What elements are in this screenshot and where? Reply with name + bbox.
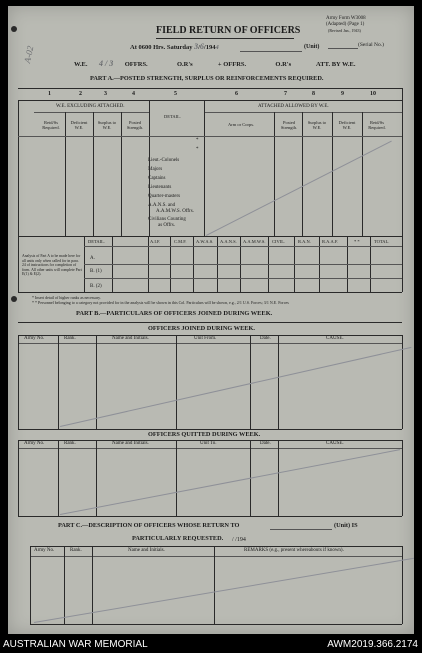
part-c-date: / /194	[232, 537, 246, 543]
cancel-stroke-part-a	[206, 141, 392, 236]
archive-footer	[0, 636, 422, 653]
footer-institution: AUSTRALIAN WAR MEMORIAL	[3, 639, 148, 650]
footnote-2: * * Personnel belonging to a category not provided for in the analysis will be shown in this Col. Particulars will be shown, e.g., 2/1 U.S. Forces; 3/1 N.E. Forces	[32, 300, 289, 305]
serial-no-label: (Serial No.)	[358, 42, 384, 48]
punch-hole-bottom	[11, 296, 17, 302]
punch-hole-top	[11, 26, 17, 32]
document-page: A-02 Army Form W3008 (Adapted) (Page 1) (Revised Jan., 1943) FIELD RETURN OF OFFICERS (Serial No.) At 0600 Hrs. Saturday 3/6/1944 (Unit) W.E. 4 / 3 OFFRS. O.R's + OFFRS. O.R's ATT. BY W.E. PART A.—POSTED STRENGTH, SURPLUS OR REINFORCEMENTS REQUIRED. 1 2 3 4 5 6 7 8 9 10 W.E. EXCLUDING ATTACHED. ATTACHED ALLOWED BY W.E. Retd/Ss Required. Deficient W.E. Surplus to W.E. Posted Strength. DETAIL. Arm or Corps. Posted Strength. Surplus to W.E. Deficient W.E. Retd/Ss Required. Lieut.-Colonels Majors Captains Lieutenants Quarter-masters A.A.N.S. and A.A.M.W.S. Offrs. Civilians Counting as Offrs. * * Analysis of Part A to be made here for all units only when called for in para. 24 of instructions for completion of form. All other units will complete Part E(1) & E(2). DETAIL. A.I.F. C.M.F. A.W.A.S. A.A.N.S. A.A.M.W.S. CIVIL. R.A.N. R.A.A.F. * * TOTAL. A. B. (1) B. (2) * Insert detail of higher ranks as necessary. * * Personnel belonging to a category not provided for in the analysis will be shown in this Col. Particulars will be shown, e.g., 2/1 U.S. Forces; 3/1 N.E. Forces PART B.—PARTICULARS OF OFFICERS JOINED DURING WEEK. OFFICERS JOINED DURING WEEK. Army No. Rank. Name and Initials. Unit From. Date. CAUSE. OFFICERS QUITTED DURING WEEK. Army No. Rank. Name and Initials. Unit To. Date. CAUSE. PART C.—DESCRIPTION OF OFFICERS WHOSE RETURN TO (Unit) IS PARTICULARLY REQUESTED. / /194 Army No. Rank. Name and Initials. REMARKS (e.g., present whereabouts if known).	[8, 6, 414, 634]
form-id-3: (Revised Jan., 1943)	[328, 28, 361, 33]
quitted-title: OFFICERS QUITTED DURING WEEK.	[148, 431, 261, 438]
unit-label: (Unit)	[304, 44, 320, 50]
cancel-stroke-joined	[60, 347, 411, 427]
joined-title: OFFICERS JOINED DURING WEEK.	[148, 325, 255, 332]
analysis-note: Analysis of Part A to be made here for all units only when called for in para. 24 of instructions for completion of form. All other units will complete Part E(1) & E(2).	[22, 254, 82, 276]
we-line: W.E. 4 / 3 OFFRS. O.R's + OFFRS. O.R's ATT. BY W.E.	[74, 59, 356, 68]
page-title: FIELD RETURN OF OFFICERS	[156, 25, 301, 36]
handwritten-note: A-02	[22, 44, 36, 65]
part-c-title: PART C.—DESCRIPTION OF OFFICERS WHOSE RETURN TO	[58, 522, 240, 529]
part-c-requested: PARTICULARLY REQUESTED.	[132, 535, 224, 542]
footnote-1: * Insert detail of higher ranks as necessary.	[32, 295, 101, 300]
form-id-1: Army Form W3008	[326, 16, 366, 21]
cancel-stroke-quitted	[60, 449, 400, 515]
form-id-2: (Adapted) (Page 1)	[326, 22, 365, 27]
part-b-title: PART B.—PARTICULARS OF OFFICERS JOINED DURING WEEK.	[76, 310, 273, 317]
attached-allowed: ATTACHED ALLOWED BY W.E.	[258, 104, 329, 109]
footer-accession: AWM2019.366.2174	[327, 639, 418, 650]
part-c-unit-is: (Unit) IS	[334, 522, 358, 529]
cancel-stroke-part-c	[34, 557, 414, 623]
part-a-title: PART A.—POSTED STRENGTH, SURPLUS OR REINFORCEMENTS REQUIRED.	[90, 75, 324, 82]
at-line: At 0600 Hrs. Saturday 3/6/1944	[130, 42, 219, 51]
we-excluding-attached: W.E. EXCLUDING ATTACHED.	[56, 104, 125, 109]
